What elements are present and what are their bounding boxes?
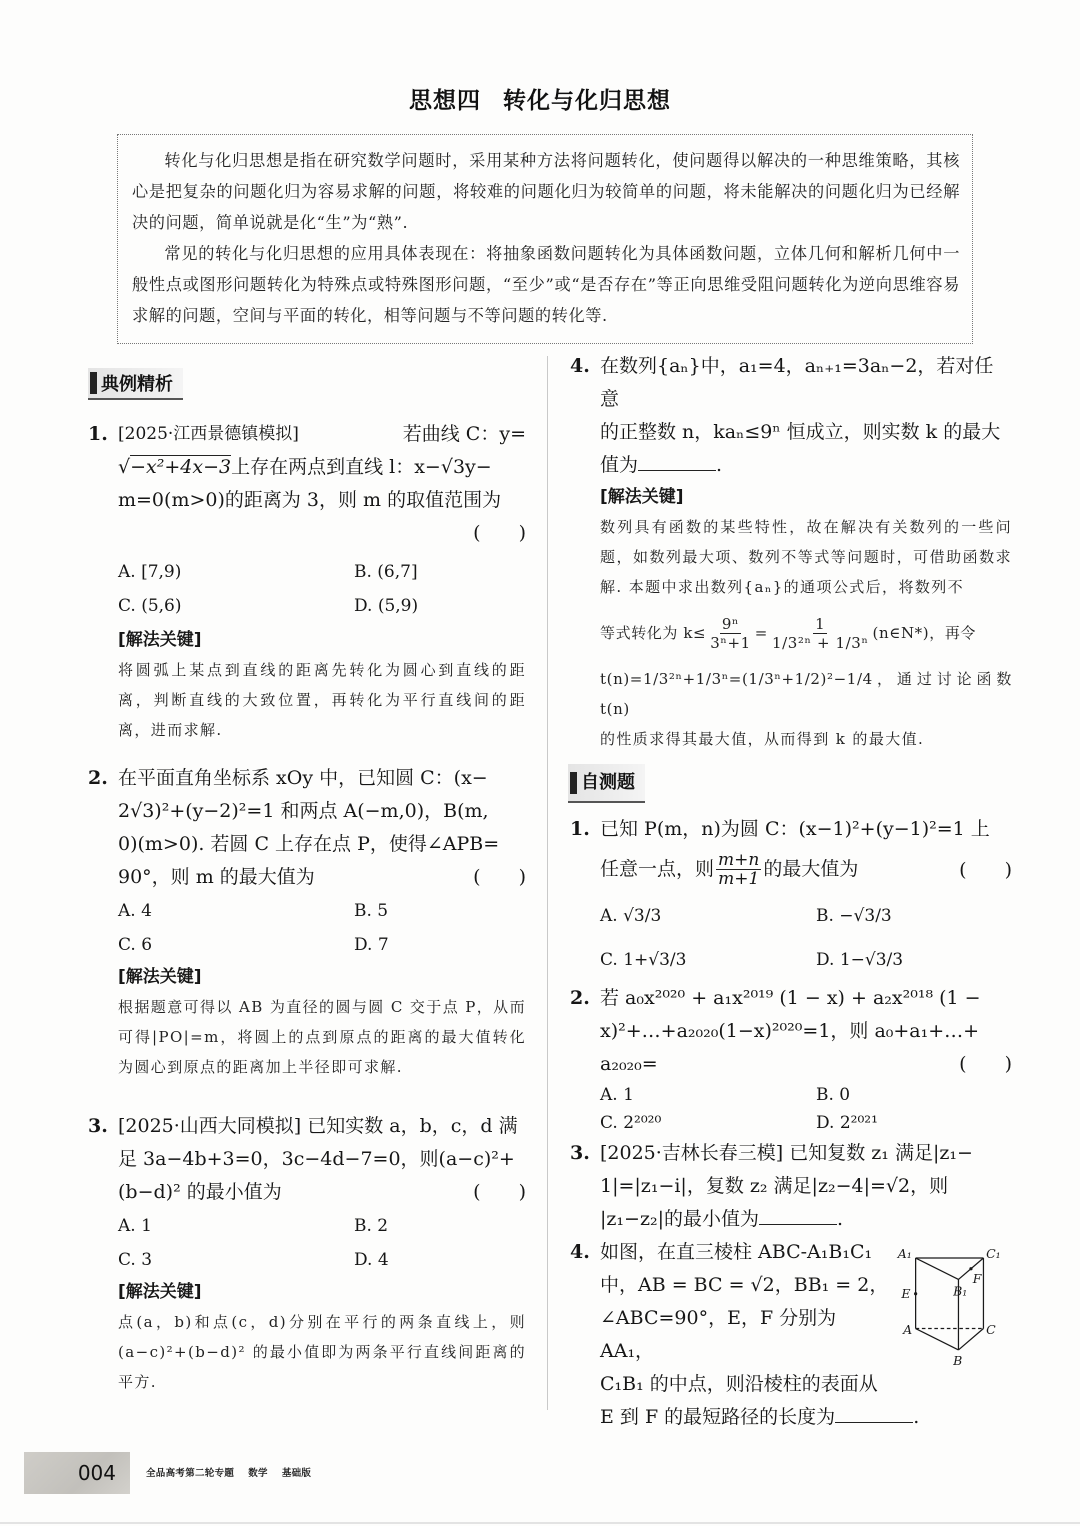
solution-key-label: [解法关键]: [600, 487, 684, 507]
label-c1: C₁: [986, 1245, 1001, 1261]
question-number: 3.: [570, 1141, 590, 1164]
solution-key-text: 的性质求得其最大值，从而得到 k 的最大值.: [600, 730, 925, 748]
label-b: B: [953, 1352, 963, 1368]
question-line: 值为: [600, 454, 639, 476]
self-test-question-3: 3. [2025·吉林长春三模] 已知复数 z₁ 满足|z₁− 1|=|z₁−i|，复数 z₂ 满足|z₂−4|=√2，则 |z₁−z₂|的最小值为 .: [600, 1137, 1012, 1236]
footer-subject: 数学: [248, 1468, 268, 1479]
option-d: D. (5,9): [354, 596, 419, 616]
option-b: B. 5: [354, 901, 389, 921]
fraction: [716, 851, 761, 888]
question-number: 1.: [88, 423, 108, 445]
page-number-box: [24, 1452, 130, 1494]
question-line: x)²+…+a₂₀₂₀(1−x)²⁰²⁰=1，则 a₀+a₁+…+: [600, 1019, 980, 1042]
page-title: [0, 82, 1080, 115]
section-heading-text: 自测题: [581, 772, 635, 793]
answer-blank[interactable]: [759, 1206, 837, 1225]
prism-figure: [896, 1238, 1012, 1378]
question-line: 若 a₀x²⁰²⁰ + a₁x²⁰¹⁹ (1 − x) + a₂x²⁰¹⁸ (1 −: [600, 986, 981, 1009]
option-d: D. 1−√3/3: [816, 949, 904, 970]
option-a: A. 1: [600, 1084, 634, 1105]
example-question-4: 4. 在数列{aₙ}中，a₁=4，aₙ₊₁=3aₙ−2，若对任意 的正整数 n，kaₙ≤9ⁿ 恒成立，则实数 k 的最大 值为 . [解法关键] 数列具有函数的某些特性，故在解决有关数列的一些问题，如数列最大项、数列不等式等问题时，可借助函数求解. 本题中求出数列{aₙ}的通项公式后，将数列不 等式转化为 k≤ $\frac{\text{9ⁿ}}{\text{3ⁿ+1}}$ = $\frac{1}{\text{1/3²ⁿ + 1/3ⁿ}}$ (n∈N*)，再令 t(n)=1/3²ⁿ+1/3ⁿ=(1/3ⁿ+1/2)²−1/4，通过讨论函数 t(n) 的性质求得其最大值，从而得到 k 的最大值.: [600, 350, 1012, 754]
option-b: B. 0: [816, 1084, 851, 1105]
question-number: 2.: [88, 767, 108, 789]
question-number: 4.: [570, 355, 590, 377]
option-c: C. (5,6): [118, 596, 182, 616]
section-heading-self-test: [568, 764, 1012, 805]
option-c: C. 1+√3/3: [600, 949, 687, 970]
sqrt-icon: √: [118, 456, 131, 478]
edge-bc: [958, 1328, 983, 1349]
question-line: 2√3)²+(y−2)²=1 和两点 A(−m,0)，B(m,: [118, 800, 489, 822]
option-c: C. 2²⁰²⁰: [600, 1112, 662, 1133]
question-line: a₂₀₂₀=: [600, 1052, 658, 1075]
self-test-question-1: [570, 813, 1012, 982]
question-line: (b−d)² 的最小值为: [118, 1181, 282, 1203]
footer-book-info: [146, 1465, 325, 1479]
question-line: 已知 P(m，n)为圆 C：(x−1)²+(y−1)²=1 上: [600, 817, 990, 840]
question-line: E 到 F 的最短路径的长度为: [600, 1405, 836, 1428]
self-test-question-2: [570, 982, 1012, 1137]
sqrt-expression: −x²+4x−3: [130, 456, 232, 478]
question-line: m=0(m>0)的距离为 3，则 m 的取值范围为: [118, 489, 502, 511]
solution-key-label: [解法关键]: [118, 630, 202, 650]
option-a: A. √3/3: [600, 905, 662, 926]
option-b: B. −√3/3: [816, 905, 892, 926]
title-part1: 思想四: [409, 88, 481, 114]
section-heading-text: 典例精析: [101, 374, 173, 395]
option-b: B. (6,7]: [354, 562, 418, 582]
footer-edition: 基础版: [281, 1468, 312, 1479]
solution-key-text: 根据题意可得以 AB 为直径的圆与圆 C 交于点 P，从而可得|PO|=m，将圆上的点到原点的距离的最大值转化为圆心到原点的距离加上半径即可求解.: [118, 998, 526, 1076]
fraction: [708, 615, 753, 652]
option-a: A. 1: [118, 1216, 152, 1236]
edge-ab: [916, 1328, 959, 1349]
solution-key-text: 点(a，b)和点(c，d)分别在平行的两条直线上，则(a−c)²+(b−d)² 的最小值即为两条平行直线间距离的平方.: [118, 1313, 526, 1391]
label-a1: A₁: [897, 1245, 912, 1261]
option-d: D. 7: [354, 935, 389, 955]
solution-key-label: [解法关键]: [118, 967, 202, 987]
answer-parentheses: ( ): [473, 522, 526, 544]
page-number: 004: [77, 1461, 116, 1485]
question-number: 1.: [570, 817, 590, 840]
option-c: C. 6: [118, 935, 153, 955]
fraction-numerator: m+n: [718, 850, 760, 870]
option-c: C. 3: [118, 1250, 153, 1270]
question-line: |z₁−z₂|的最小值为: [600, 1207, 759, 1230]
intro-paragraph-1: 转化与化归思想是指在研究数学问题时，采用某种方法将问题转化，使问题得以解决的一种思维策略，其核心是把复杂的问题化归为容易求解的问题，将较难的问题化归为较简单的问题，将未能解决的问题化归为已经解决的问题，简单说就是化“生”为“熟”.: [132, 151, 960, 232]
answer-parentheses: ( ): [959, 1052, 1012, 1075]
question-line: 的正整数 n，kaₙ≤9ⁿ 恒成立，则实数 k 的最大: [600, 421, 1001, 443]
equals-sign: =: [754, 624, 768, 642]
question-line: 的最大值为: [763, 858, 859, 880]
answer-parentheses: ( ): [473, 866, 526, 888]
question-line: 足 3a−4b+3=0，3c−4d−7=0，则(a−c)²+: [118, 1148, 515, 1170]
question-line: 0)(m>0). 若圆 C 上存在点 P，使得∠APB=: [118, 833, 500, 855]
option-d: D. 4: [354, 1250, 389, 1270]
solution-key-formula: t(n)=1/3²ⁿ+1/3ⁿ=(1/3ⁿ+1/2)²−1/4，通过讨论函数 t(n): [600, 670, 1012, 718]
section-heading-examples: [88, 368, 183, 400]
answer-parentheses: ( ): [959, 858, 1012, 881]
question-number: 3.: [88, 1115, 108, 1137]
question-line: [2025·吉林长春三模] 已知复数 z₁ 满足|z₁−: [600, 1141, 973, 1164]
solution-key-text: 将圆弧上某点到直线的距离先转化为圆心到直线的距离，判断直线的大致位置，再转化为平行直线间的距离，进而求解.: [118, 661, 526, 739]
question-number: 2.: [570, 986, 590, 1009]
example-question-2: [88, 762, 526, 1082]
option-a: A. 4: [118, 901, 152, 921]
solution-key-formula: [600, 602, 1012, 664]
question-4-text: 4. 如图，在直三棱柱 ABC-A₁B₁C₁ 中，AB = BC = √2，BB₁ = 2， ∠ABC=90°，E，F 分别为 AA₁， C₁B₁ 的中点，则沿棱柱的表面从 E 到 F 的最短路径的长度为 .: [600, 1236, 890, 1434]
fraction-numerator: 1: [815, 614, 826, 633]
question-line: C₁B₁ 的中点，则沿棱柱的表面从: [600, 1372, 878, 1395]
question-line: ∠ABC=90°，E，F 分别为 AA₁，: [600, 1306, 837, 1362]
intro-box: [117, 134, 973, 344]
question-source: [2025·江西景德镇模拟]: [118, 424, 299, 444]
question-line: 若曲线 C：y=: [402, 423, 526, 445]
heading-bar-icon: [90, 372, 97, 394]
solution-key-text: 数列具有函数的某些特性，故在解决有关数列的一些问题，如数列最大项、数列不等式等问题时，可借助函数求解. 本题中求出数列{aₙ}的通项公式后，将数列不: [600, 518, 1012, 596]
fraction-denominator: 3ⁿ+1: [710, 633, 751, 652]
label-f: F: [972, 1270, 982, 1286]
fraction-denominator: 1/3²ⁿ + 1/3ⁿ: [771, 633, 869, 652]
label-b1: B₁: [953, 1283, 968, 1299]
option-d: D. 2²⁰²¹: [816, 1112, 878, 1133]
right-column: [570, 350, 1012, 1434]
bottom-rule: [0, 1522, 1080, 1524]
edge-a1b1: [916, 1258, 959, 1279]
option-a: A. [7,9): [118, 562, 182, 582]
fraction-denominator: m+1: [718, 869, 760, 889]
question-line: 在平面直角坐标系 xOy 中，已知圆 C：(x−: [118, 767, 488, 789]
self-test-question-4: [570, 1236, 1012, 1434]
title-part2: 转化与化归思想: [503, 88, 671, 114]
fraction: [770, 615, 871, 652]
option-b: B. 2: [354, 1216, 389, 1236]
intro-paragraph-2: 常见的转化与化归思想的应用具体表现在：将抽象函数问题转化为具体函数问题，立体几何和解析几何中一般性点或图形问题转化为特殊点或特殊图形问题，“至少”或“是否存在”等正向思维受阻问题转化为逆向思维容易求解的问题，空间与平面的转化，相等问题与不等问题的转化等.: [132, 244, 960, 325]
label-a: A: [903, 1321, 913, 1337]
question-number: 4.: [570, 1240, 590, 1263]
answer-blank[interactable]: [835, 1404, 913, 1423]
question-line: [2025·山西大同模拟] 已知实数 a，b，c，d 满: [118, 1115, 518, 1137]
example-question-3: [88, 1110, 526, 1397]
answer-parentheses: ( ): [473, 1181, 526, 1203]
point-f: [969, 1267, 972, 1270]
question-line: 任意一点，则: [600, 858, 715, 880]
label-e: E: [901, 1285, 911, 1301]
point-e: [914, 1292, 917, 1295]
heading-bar-icon: [570, 772, 577, 794]
question-line: 中，AB = BC = √2，BB₁ = 2，: [600, 1273, 889, 1296]
label-c: C: [986, 1321, 996, 1337]
example-question-1: [88, 418, 526, 745]
question-line: 1|=|z₁−i|，复数 z₂ 满足|z₂−4|=√2，则: [600, 1174, 949, 1197]
formula-tail: (n∈N*)，再令: [872, 624, 977, 642]
answer-blank[interactable]: [638, 452, 716, 471]
fraction-numerator: 9ⁿ: [721, 614, 740, 633]
footer-book-title: 全品高考第二轮专题: [146, 1468, 235, 1479]
question-line: 在数列{aₙ}中，a₁=4，aₙ₊₁=3aₙ−2，若对任意: [600, 355, 994, 410]
question-line: 如图，在直三棱柱 ABC-A₁B₁C₁: [600, 1240, 873, 1263]
question-line: 上存在两点到直线 l：x−√3y−: [231, 456, 492, 478]
solution-key-label: [解法关键]: [118, 1282, 202, 1302]
formula-lead: 等式转化为 k≤: [600, 624, 707, 642]
question-line: 90°，则 m 的最大值为: [118, 866, 315, 888]
